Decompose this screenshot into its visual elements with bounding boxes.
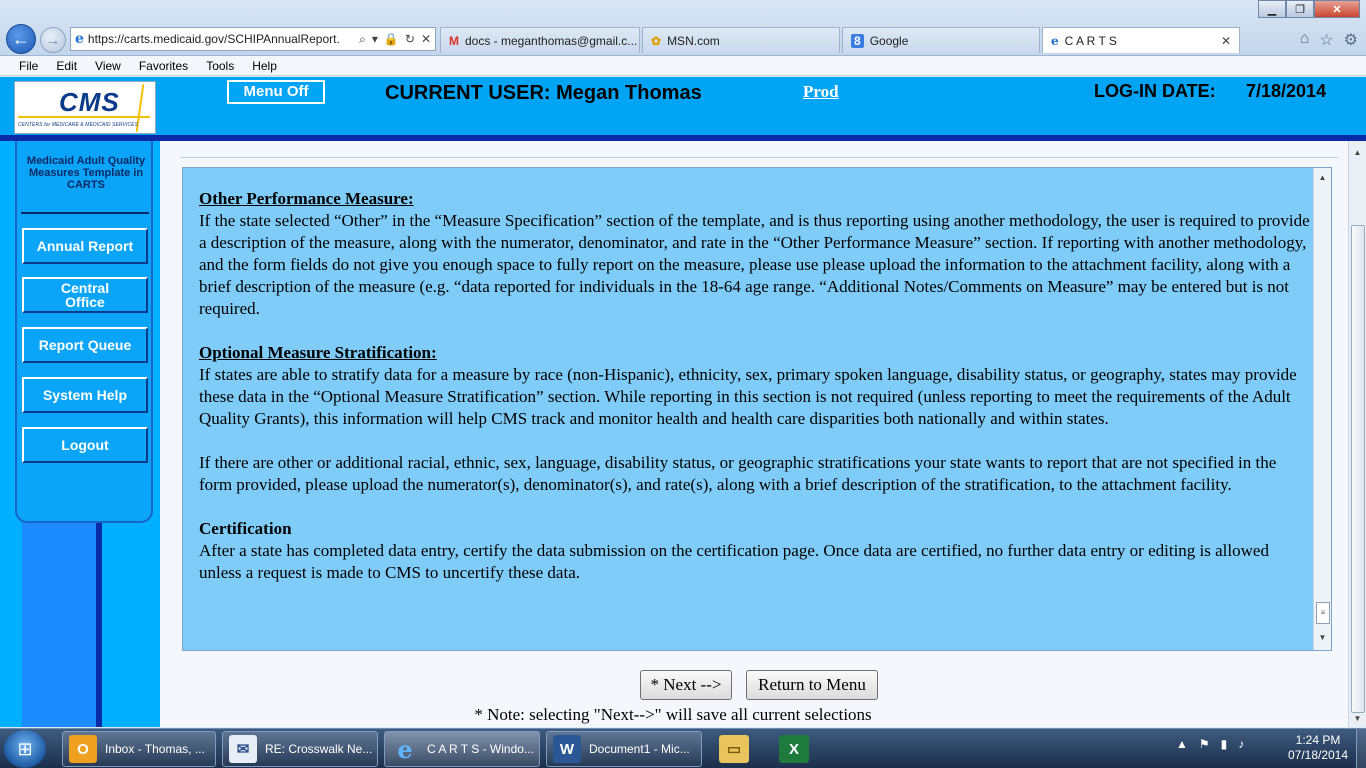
menu-off-button[interactable]: Menu Off bbox=[227, 80, 325, 104]
menu-edit[interactable]: Edit bbox=[56, 58, 78, 73]
return-to-menu-button[interactable]: Return to Menu bbox=[746, 670, 878, 700]
show-desktop-button[interactable] bbox=[1356, 729, 1366, 768]
refresh-icon[interactable]: ↻ bbox=[404, 31, 415, 46]
tab-label: Google bbox=[869, 33, 909, 48]
web-page bbox=[0, 77, 1366, 727]
section-paragraph: If there are other or additional racial, ethnic, sex, language, disability status, or geographic stratifications your state wants to report that are not specified in the form provided, please upload the numerator(s), denominator(s), and rate(s), along with a brief description of the stratification, to the attachment facility. bbox=[199, 453, 1277, 494]
excel-icon: X bbox=[779, 735, 809, 763]
section-paragraph: After a state has completed data entry, certify the data submission on the certification page. Once data are certified, no further data entry or editing is allowed unless a request is made to CMS to uncertify these data. bbox=[199, 541, 1269, 582]
sidebar-divider bbox=[21, 212, 149, 214]
menu-help[interactable]: Help bbox=[252, 58, 277, 73]
taskbar-outlook[interactable] bbox=[62, 731, 216, 767]
annual-report-button[interactable]: Annual Report bbox=[22, 228, 148, 264]
address-bar[interactable] bbox=[70, 27, 436, 51]
msn-butterfly-icon: ✿ bbox=[651, 33, 662, 48]
folder-icon: ▭ bbox=[719, 735, 749, 763]
home-icon[interactable]: ⌂ bbox=[1299, 30, 1310, 47]
cms-logo-text: CMS bbox=[59, 87, 120, 117]
next-button[interactable]: * Next --> bbox=[640, 670, 732, 700]
windows-taskbar bbox=[0, 728, 1366, 768]
browser-titlebar bbox=[0, 0, 1366, 56]
close-window-button[interactable]: ✕ bbox=[1314, 0, 1360, 18]
tab-label: docs - meganthomas@gmail.c... bbox=[465, 33, 638, 48]
save-note: * Note: selecting "Next-->" will save all current selections bbox=[474, 705, 872, 724]
section-heading: Optional Measure Stratification: bbox=[199, 343, 437, 362]
action-center-icon[interactable]: ⚑ bbox=[1198, 737, 1210, 751]
system-tray bbox=[1176, 737, 1244, 751]
section-heading: Other Performance Measure: bbox=[199, 189, 414, 208]
taskbar-label: Document1 - Mic... bbox=[589, 742, 690, 756]
scroll-thumb[interactable] bbox=[1351, 225, 1365, 713]
menu-view[interactable]: View bbox=[95, 58, 121, 73]
back-arrow-icon[interactable]: ← bbox=[6, 24, 36, 54]
clock-date: 07/18/2014 bbox=[1287, 748, 1349, 762]
textarea-scrollbar[interactable] bbox=[1313, 168, 1331, 650]
taskbar-email[interactable] bbox=[222, 731, 378, 767]
minimize-button[interactable]: ▁ bbox=[1258, 0, 1286, 18]
page-scrollbar[interactable] bbox=[1348, 141, 1366, 727]
login-date-label: LOG-IN DATE: bbox=[1094, 81, 1216, 101]
sidebar-menu bbox=[15, 141, 153, 523]
current-user: CURRENT USER: Megan Thomas bbox=[385, 82, 702, 104]
scroll-down-icon[interactable]: ▼ bbox=[1353, 714, 1362, 723]
tab-msn[interactable] bbox=[642, 27, 840, 53]
tab-label: C A R T S bbox=[1064, 33, 1117, 48]
taskbar-word[interactable] bbox=[546, 731, 702, 767]
scroll-thumb[interactable]: ≡ bbox=[1316, 602, 1330, 624]
taskbar-ie-carts[interactable] bbox=[384, 731, 540, 767]
address-url[interactable]: https://carts.medicaid.gov/SCHIPAnnualReport. bbox=[87, 32, 340, 46]
login-date-value: 7/18/2014 bbox=[1246, 81, 1327, 101]
tab-carts[interactable] bbox=[1042, 27, 1240, 53]
google-icon: 8 bbox=[851, 34, 864, 48]
taskbar-label: Inbox - Thomas, ... bbox=[105, 742, 205, 756]
instructions-textarea[interactable] bbox=[182, 167, 1332, 651]
close-tab-icon[interactable]: ✕ bbox=[1220, 33, 1231, 48]
clock-time: 1:24 PM bbox=[1295, 733, 1341, 747]
email-message-icon: ✉ bbox=[229, 735, 257, 763]
ie-page-icon: e bbox=[75, 31, 84, 47]
maximize-button[interactable]: ❐ bbox=[1286, 0, 1314, 18]
tab-google[interactable] bbox=[842, 27, 1040, 53]
taskbar-clock[interactable] bbox=[1278, 733, 1358, 763]
word-icon: W bbox=[553, 735, 581, 763]
cms-logo-subtext: CENTERS for MEDICARE & MEDICAID SERVICES bbox=[18, 122, 139, 128]
search-icon[interactable]: ⌕ bbox=[359, 31, 366, 46]
volume-icon[interactable]: ♪ bbox=[1238, 737, 1245, 751]
forward-arrow-icon[interactable]: → bbox=[40, 27, 66, 53]
section-paragraph: If states are able to stratify data for a measure by race (non-Hispanic), ethnicity, sex, primary spoken language, disability status, or geography, states may provide these data in the “Optional Measure Stratification” section. While reporting in this section is not required (unless reporting to meet the requirements of the Adult Quality Grants), this information will help CMS track and monitor health and health care disparities both nationally and within states. bbox=[199, 365, 1297, 428]
system-help-button[interactable]: System Help bbox=[22, 377, 148, 413]
taskbar-excel[interactable] bbox=[766, 731, 822, 767]
prod-link[interactable]: Prod bbox=[803, 82, 839, 101]
tab-gmail[interactable] bbox=[440, 27, 640, 53]
instructions-text bbox=[199, 188, 1311, 638]
tab-label: MSN.com bbox=[667, 33, 720, 48]
taskbar-label: C A R T S - Windo... bbox=[427, 742, 534, 756]
outlook-icon: O bbox=[69, 735, 97, 763]
gmail-icon: M bbox=[449, 33, 459, 48]
settings-gear-icon[interactable]: ⚙ bbox=[1343, 32, 1358, 49]
favorites-star-icon[interactable]: ☆ bbox=[1319, 32, 1334, 49]
lock-icon[interactable]: 🔒 bbox=[383, 31, 399, 46]
network-icon[interactable]: ▮ bbox=[1220, 737, 1228, 751]
scroll-up-icon[interactable]: ▲ bbox=[1353, 148, 1362, 157]
menu-file[interactable]: File bbox=[19, 58, 39, 73]
content-area bbox=[160, 141, 1348, 727]
section-paragraph: If the state selected “Other” in the “Measure Specification” section of the template, and is thus reporting using another methodology, the user is required to provide a description of the measure, along with the numerator, denominator, and rate in the “Other Performance Measure” section. If reporting with another methodology, and the form fields do not give you enough space to fully report on the measure, please use please upload the information to the attachment facility, along with a brief description of the measure (e.g. “data reported for individuals in the 18-64 age range. “Additional Notes/Comments on Measure” may be entered but is not required. bbox=[199, 211, 1310, 318]
dropdown-arrow-icon[interactable]: ▾ bbox=[371, 31, 378, 46]
ie-page-icon: e bbox=[1051, 33, 1059, 48]
window-controls bbox=[1258, 0, 1360, 18]
menu-tools[interactable]: Tools bbox=[206, 58, 235, 73]
taskbar-label: RE: Crosswalk Ne... bbox=[265, 742, 373, 756]
section-heading: Certification bbox=[199, 519, 292, 538]
taskbar-explorer[interactable] bbox=[706, 731, 762, 767]
windows-start-icon[interactable]: ⊞ bbox=[4, 730, 46, 768]
menu-favorites[interactable]: Favorites bbox=[138, 58, 189, 73]
internet-explorer-icon: e bbox=[397, 734, 413, 764]
sidebar-title: Medicaid Adult Quality Measures Template in CARTS bbox=[26, 155, 146, 191]
report-queue-button[interactable]: Report Queue bbox=[22, 327, 148, 363]
browser-menubar bbox=[0, 56, 1366, 76]
central-office-button[interactable]: Central Office bbox=[22, 277, 148, 313]
stop-icon[interactable]: ✕ bbox=[420, 31, 431, 46]
cms-logo bbox=[14, 81, 156, 134]
logout-button[interactable]: Logout bbox=[22, 427, 148, 463]
site-header bbox=[0, 77, 1366, 135]
scroll-up-icon[interactable]: ▲ bbox=[1318, 173, 1327, 182]
show-hidden-icons-icon[interactable]: ▲ bbox=[1176, 737, 1188, 751]
scroll-down-icon[interactable]: ▼ bbox=[1318, 633, 1327, 642]
